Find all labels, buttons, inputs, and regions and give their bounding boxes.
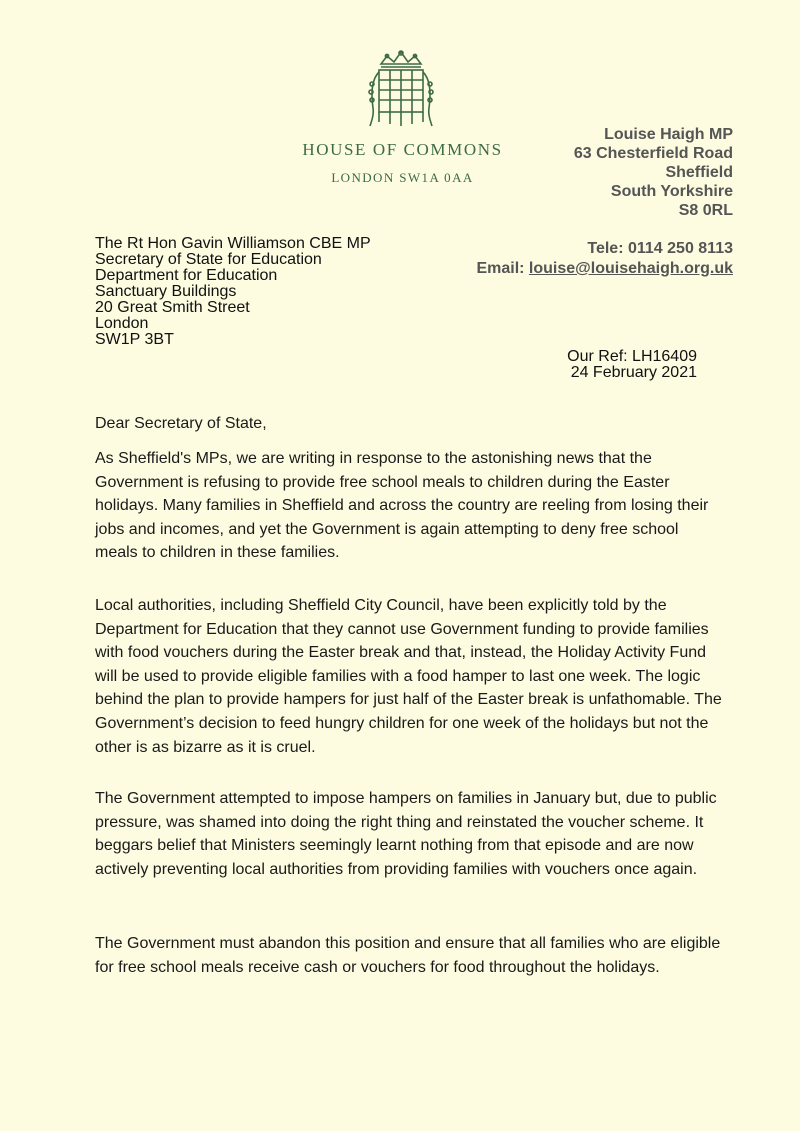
recipient-line: Secretary of State for Education xyxy=(95,251,322,268)
letter-paragraph: Local authorities, including Sheffield City Council, have been explicitly told by the Department for Education that they cannot use Government funding to provide families with food vouchers during the Easter break and that, instead, the Holiday Activity Fund will be used to provide eligible families with a food hamper to last one week. The logic behind the plan to provide hampers for just half of the Easter break is unfathomable. The Government’s decision to feed hungry children for one week of the holidays but not the other is as bizarre as it is cruel. xyxy=(95,597,722,756)
letter-date: 24 February 2021 xyxy=(570,364,697,381)
email-label: Email: xyxy=(476,260,525,277)
sender-block xyxy=(574,125,733,220)
portcullis-icon xyxy=(367,50,435,130)
recipient-line: The Rt Hon Gavin Williamson CBE MP xyxy=(95,235,371,252)
sender-address-line: S8 0RL xyxy=(678,202,733,219)
recipient-line: London xyxy=(95,315,149,332)
telephone-label: Tele: xyxy=(587,240,624,257)
email-line xyxy=(476,259,733,279)
recipient-address xyxy=(95,236,371,348)
letter-paragraph: The Government must abandon this position and ensure that all families who are eligible for free school meals receive cash or vouchers for food throughout the holidays. xyxy=(95,935,721,976)
sender-name: Louise Haigh MP xyxy=(604,126,733,143)
recipient-line: Department for Education xyxy=(95,267,278,284)
letterhead-address: LONDON SW1A 0AA xyxy=(331,170,474,185)
recipient-line: Sanctuary Buildings xyxy=(95,283,237,300)
salutation: Dear Secretary of State, xyxy=(95,415,267,432)
recipient-line: SW1P 3BT xyxy=(95,331,174,348)
sender-contact xyxy=(476,239,733,279)
recipient-line: 20 Great Smith Street xyxy=(95,299,250,316)
letter-paragraph: As Sheffield's MPs, we are writing in response to the astonishing news that the Government is refusing to provide free school meals to children during the Easter holidays. Many families in Sheffield and across the country are reeling from losing their jobs and incomes, and yet the Government is again attempting to deny free school meals to children in these families. xyxy=(95,450,709,562)
letter-paragraph: The Government attempted to impose hampers on families in January but, due to public pressure, was shamed into doing the right thing and reinstated the voucher scheme. It beggars belief that Ministers seemingly learnt nothing from that episode and are now actively preventing local authorities from providing families with vouchers once again. xyxy=(95,790,717,878)
sender-address-line: Sheffield xyxy=(665,164,733,181)
telephone-line xyxy=(476,239,733,259)
reference-block xyxy=(567,349,697,381)
letterhead-name: HOUSE OF COMMONS xyxy=(302,140,503,159)
sender-address-line: 63 Chesterfield Road xyxy=(573,145,733,162)
telephone-number: 0114 250 8113 xyxy=(627,240,733,257)
sender-address-line: South Yorkshire xyxy=(610,183,733,200)
email-link[interactable]: louise@louisehaigh.org.uk xyxy=(528,260,733,277)
our-reference: Our Ref: LH16409 xyxy=(567,348,697,365)
